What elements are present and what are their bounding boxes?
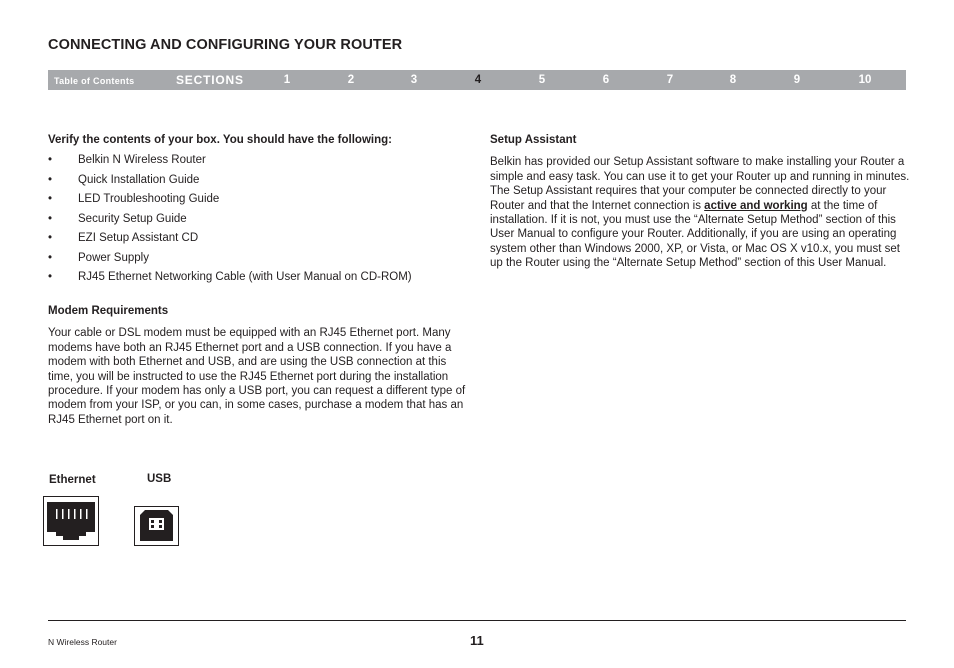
active-and-working-link[interactable]: active and working <box>704 199 808 212</box>
section-link-2[interactable]: 2 <box>347 74 355 86</box>
bullet: • <box>48 212 53 225</box>
bullet: • <box>48 232 53 245</box>
section-link-3[interactable]: 3 <box>410 74 418 86</box>
footer-product-name: N Wireless Router <box>48 637 117 647</box>
page-number: 11 <box>470 633 484 648</box>
table-of-contents-link[interactable]: Table of Contents <box>54 76 135 86</box>
section-link-1[interactable]: 1 <box>283 74 291 86</box>
modem-requirements-heading: Modem Requirements <box>48 304 169 317</box>
list-item <box>48 251 466 271</box>
box-contents-heading: Verify the contents of your box. You should have the following: <box>48 134 392 146</box>
list-item-text: Quick Installation Guide <box>78 173 200 186</box>
setup-assistant-text <box>490 155 910 270</box>
left-column <box>48 133 466 427</box>
section-link-8[interactable]: 8 <box>729 74 737 86</box>
sections-label: SECTIONS <box>176 73 244 87</box>
ethernet-port-icon <box>43 496 99 546</box>
section-link-9[interactable]: 9 <box>793 74 801 86</box>
section-link-6[interactable]: 6 <box>602 74 610 86</box>
usb-label: USB <box>147 473 172 485</box>
list-item <box>48 231 466 251</box>
section-link-4[interactable]: 4 <box>474 74 482 86</box>
modem-requirements-text: Your cable or DSL modem must be equipped with an RJ45 Ethernet port. Many modems have both an RJ45 Ethernet port and a USB connection. If you have a modem with both Ethernet and USB, and are using the USB connection at this time, you will be instructed to use the RJ45 Ethernet port during the installation procedure. If your modem has only a USB port, you can request a different type of modem from your ISP, or you can, in some cases, purchase a modem that has an RJ45 Ethernet port on it. <box>48 327 466 426</box>
list-item <box>48 173 466 193</box>
bullet: • <box>48 193 53 206</box>
list-item-text: Power Supply <box>78 251 149 264</box>
list-item-text: Belkin N Wireless Router <box>78 154 206 167</box>
section-navbar <box>48 70 906 90</box>
bullet: • <box>48 173 53 186</box>
list-item <box>48 212 466 232</box>
list-item <box>48 192 466 212</box>
setup-text-part2: at the time of installation. If it is not, you must use the “Alternate Setup Method” section of this User Manual to configure your Router. Additionally, if you are using an operating system other than Windows 2000, XP, or Vista, or Mac OS X v10.x, you must set up the Router using the “Alternate Setup Method” section of this User Manual. <box>490 199 900 270</box>
section-link-10[interactable]: 10 <box>858 74 872 86</box>
usb-port-icon <box>134 506 179 546</box>
setup-text-part1: Belkin has provided our Setup Assistant software to make installing your Router a simple and easy task. You can use it to get your Router up and running in minutes. The Setup Assistant requires that your computer be connected directly to your Router and that the Internet connection is <box>490 156 910 212</box>
section-link-7[interactable]: 7 <box>666 74 674 86</box>
list-item <box>48 153 466 173</box>
list-item-text: EZI Setup Assistant CD <box>78 232 199 245</box>
page-title: CONNECTING AND CONFIGURING YOUR ROUTER <box>48 37 403 53</box>
list-item <box>48 270 466 290</box>
section-link-5[interactable]: 5 <box>538 74 546 86</box>
bullet: • <box>48 271 53 284</box>
ethernet-label: Ethernet <box>49 474 96 486</box>
setup-assistant-heading: Setup Assistant <box>490 134 577 146</box>
box-contents-list <box>48 153 466 290</box>
right-column <box>490 133 910 271</box>
list-item-text: RJ45 Ethernet Networking Cable (with User Manual on CD-ROM) <box>78 271 412 284</box>
bullet: • <box>48 251 53 264</box>
list-item-text: Security Setup Guide <box>78 212 187 225</box>
footer-divider <box>48 620 906 621</box>
bullet: • <box>48 154 53 167</box>
list-item-text: LED Troubleshooting Guide <box>78 193 220 206</box>
